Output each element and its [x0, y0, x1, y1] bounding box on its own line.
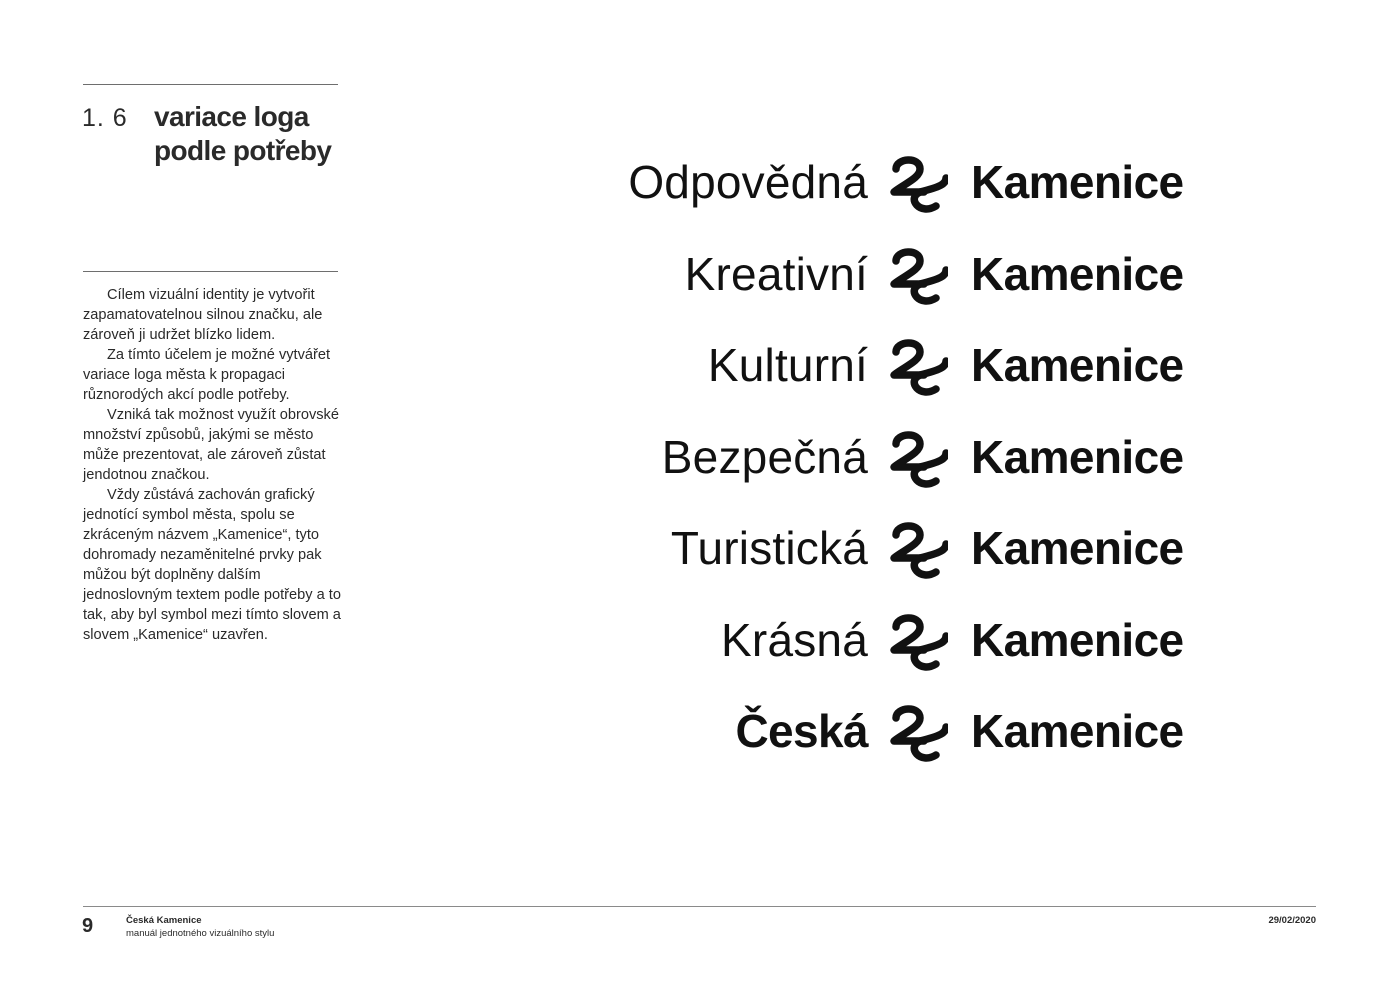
section-title: variace loga podle potřeby	[154, 101, 332, 166]
body-paragraph: Vždy zůstává zachován grafický jednotící symbol města, spolu se zkráceným názvem „Kamenice“, tyto dohromady nezaměnitelné prvky pak můžou být doplněny dalším jednoslovným textem podle potřeby a to tak, aby byl symbol mezi tímto slovem a slovem „Kamenice“ uzavřen.	[83, 487, 341, 643]
body-paragraph: Za tímto účelem je možné vytvářet variace loga města k propagaci různorodých akcí podle potřeby.	[83, 347, 331, 403]
logo-variant-row	[560, 333, 1200, 403]
variant-word: Turistická	[670, 522, 868, 574]
ck-monogram-icon	[890, 703, 948, 763]
variant-name: Kamenice	[971, 705, 1184, 757]
variant-name: Kamenice	[971, 522, 1184, 574]
page-number: 9	[82, 915, 94, 937]
ck-monogram-icon	[890, 154, 948, 214]
text-divider	[83, 271, 338, 272]
footer-subtitle: manuál jednotného vizuálního stylu	[126, 928, 275, 939]
top-divider	[83, 84, 338, 85]
logo-variant-row	[560, 425, 1200, 495]
body-text	[83, 285, 345, 645]
ck-monogram-icon	[890, 429, 948, 489]
variant-word: Odpovědná	[628, 156, 868, 208]
variant-word: Česká	[735, 705, 868, 757]
ck-monogram-icon	[890, 337, 948, 397]
variant-word: Kreativní	[684, 247, 868, 300]
footer-date: 29/02/2020	[1268, 915, 1316, 926]
variant-name: Kamenice	[971, 339, 1184, 391]
ck-monogram-icon	[890, 612, 948, 672]
logo-variant-row	[560, 699, 1200, 769]
ck-monogram-icon	[890, 246, 948, 306]
variant-word: Krásná	[721, 613, 868, 666]
variant-word: Kulturní	[707, 339, 868, 391]
footer-divider	[83, 906, 1316, 907]
variant-name: Kamenice	[971, 613, 1184, 666]
ck-monogram-icon	[890, 520, 948, 580]
logo-variant-row	[560, 516, 1200, 586]
variant-name: Kamenice	[971, 156, 1184, 208]
footer-title: Česká Kamenice	[126, 915, 202, 926]
body-paragraph: Vzniká tak možnost využít obrovské množství způsobů, jakými se město může prezentovat, ale zároveň zůstat jendotnou značkou.	[83, 407, 339, 483]
variant-name: Kamenice	[971, 247, 1184, 300]
logo-variant-row	[560, 150, 1200, 220]
logo-variant-row	[560, 608, 1200, 678]
body-paragraph: Cílem vizuální identity je vytvořit zapamatovatelnou silnou značku, ale zároveň ji udržet blízko lidem.	[83, 287, 323, 343]
section-number: 1. 6	[82, 104, 128, 132]
variant-word: Bezpečná	[661, 430, 868, 483]
logo-variant-row	[560, 242, 1200, 312]
variant-name: Kamenice	[971, 430, 1184, 483]
